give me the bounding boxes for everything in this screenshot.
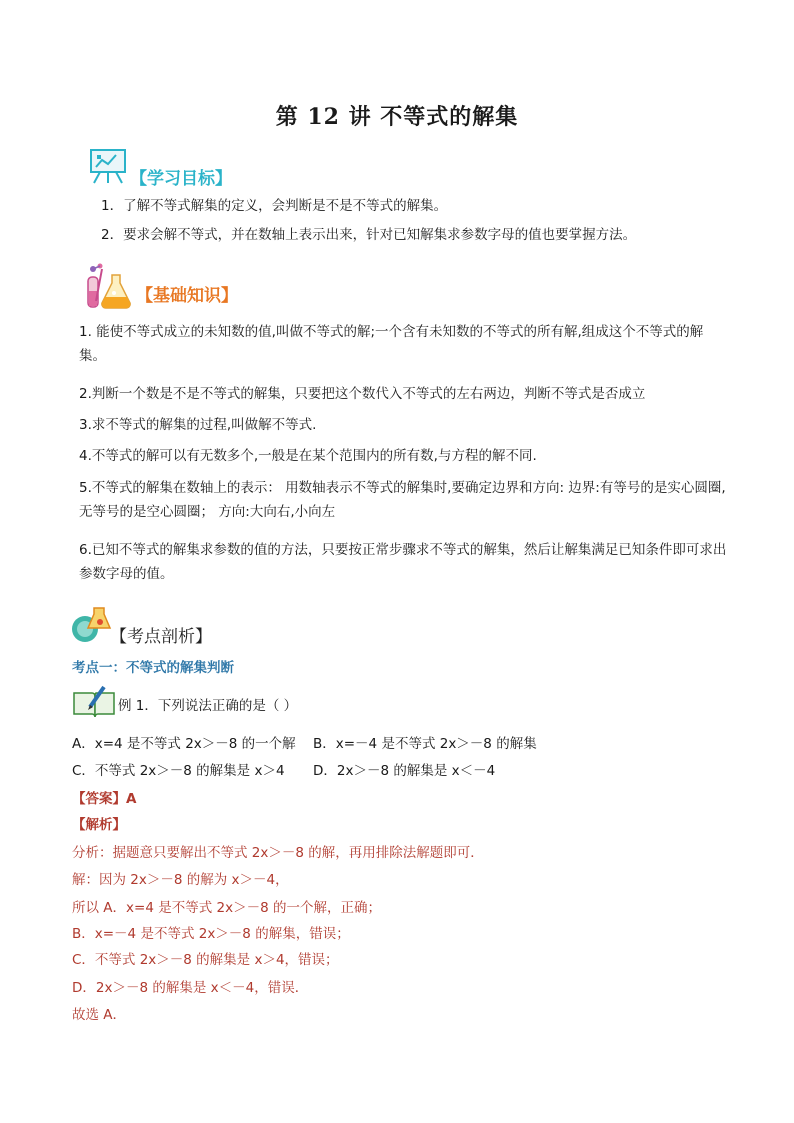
solution-line-5: C．不等式 2x＞－8 的解集是 x＞4，错误； [72, 952, 339, 968]
solution-line-4: B．x=－4 是不等式 2x＞－8 的解集，错误； [72, 926, 350, 942]
knowledge-heading: 【基础知识】 [136, 286, 238, 306]
objective-item-2: 2．要求会解不等式，并在数轴上表示出来，针对已知解集求参数字母的值也要掌握方法。 [101, 227, 637, 243]
presentation-board-icon [88, 147, 128, 185]
page-title: 第 12 讲 不等式的解集 [275, 104, 519, 130]
lab-flask-icon [70, 604, 112, 644]
option-d: D．2x＞－8 的解集是 x＜－4 [313, 763, 496, 779]
example-1-stem: 例 1．下列说法正确的是（ ） [118, 698, 298, 714]
knowledge-item-3: 3.求不等式的解集的过程,叫做解不等式. [79, 417, 317, 433]
solution-line-3: 所以 A．x=4 是不等式 2x＞－8 的一个解，正确； [72, 900, 381, 916]
objective-item-1: 1．了解不等式解集的定义，会判断是不是不等式的解集。 [101, 198, 448, 214]
knowledge-item-6: 6.已知不等式的解集求参数的值的方法，只要按正常步骤求不等式的解集，然后让解集满足已知条件即可求出参数字母的值。 [79, 542, 727, 582]
option-a: A．x=4 是不等式 2x＞－8 的一个解 [72, 736, 296, 752]
analysis-heading: 【考点剖析】 [110, 627, 212, 647]
knowledge-item-1: 1. 能使不等式成立的未知数的值,叫做不等式的解;一个含有未知数的不等式的所有解,组成这个不等式的解集。 [79, 324, 704, 364]
solution-line-7: 故选 A． [72, 1007, 127, 1023]
objectives-heading: 【学习目标】 [130, 169, 232, 189]
solution-line-2: 解：因为 2x＞－8 的解为 x＞－4， [72, 872, 289, 888]
solution-label: 【解析】 [72, 817, 126, 833]
option-c: C．不等式 2x＞－8 的解集是 x＞4 [72, 763, 285, 779]
keypoint-1-title: 考点一：不等式的解集判断 [72, 660, 234, 676]
knowledge-item-4: 4.不等式的解可以有无数多个,一般是在某个范围内的所有数,与方程的解不同. [79, 448, 537, 464]
knowledge-item-2: 2.判断一个数是不是不等式的解集，只要把这个数代入不等式的左右两边，判断不等式是否成立 [79, 386, 646, 402]
chemistry-flask-icon [84, 263, 134, 309]
answer-label: 【答案】A [72, 791, 137, 807]
solution-line-6: D．2x＞－8 的解集是 x＜－4，错误． [72, 980, 309, 996]
solution-line-1: 分析：据题意只要解出不等式 2x＞－8 的解，再用排除法解题即可． [72, 845, 484, 861]
knowledge-item-5: 5.不等式的解集在数轴上的表示： 用数轴表示不等式的解集时,要确定边界和方向: 边界:有等号的是实心圆圈,无等号的是空心圆圈； 方向:大向右,小向左 [79, 480, 726, 520]
option-b: B．x=－4 是不等式 2x＞－8 的解集 [313, 736, 537, 752]
book-pencil-icon [72, 685, 116, 719]
